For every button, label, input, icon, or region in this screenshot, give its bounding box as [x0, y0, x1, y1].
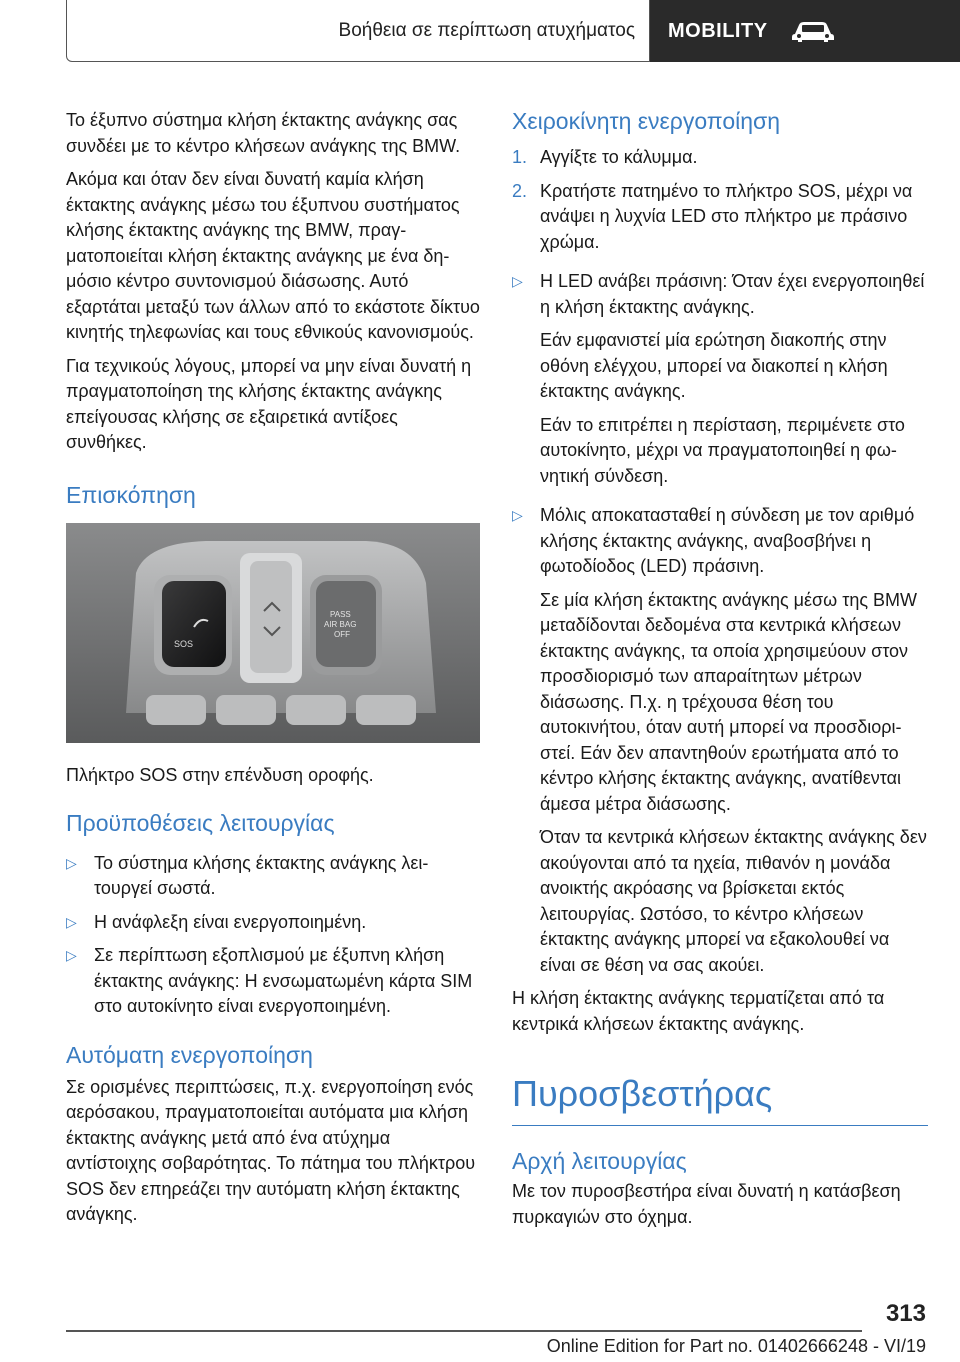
list-item: ▷ Το σύστημα κλήσης έκτακτης ανάγκης λειτουργεί σωστά.	[66, 852, 429, 898]
page-header	[66, 0, 960, 62]
car-icon	[790, 18, 836, 44]
technical-reasons-paragraph: Για τεχνικούς λόγους, μπορεί να μην είναι δυνατή η πραγματοποίηση της κλήσης έκτακτης ανάγκης επείγουσας κλήσης σε εξαιρετικά αντίξοες συνθήκες.	[66, 355, 472, 452]
category-label: MOBILITY	[668, 19, 768, 42]
sos-panel-illustration	[66, 523, 480, 743]
list-item: ▷ Μόλις αποκατασταθεί η σύνδεση με τον αριθμό κλήσης έκτακτης ανάγκης, αναβοσβήνει η φωτοδίοδος (LED) πράσινη. Σε μία κλήση έκτακτης ανάγκης μέσω της BMW μεταδίδονται δεδομένα στα κεντρικά κλήσεων έκτακτης ανάγκης, τα οποία χρησιμεύουν στον προσδιορισμό των απαραίτητων μέτρων διάσωσης. Π.χ. η τρέχουσα θέση του αυτοκινήτου, όταν αυτή μπορεί να προσδιοριστεί. Εάν δεν απαντηθούν ερωτήματα από το κέντρο κλήσης έκτακτης ανάγκης, ανατίθενται άμεσα μέτρα διάσωσης. Όταν τα κεντρικά κλήσεων έκτακτης ανάγκης δεν ακούγονται από τα ηχεία, πιθανόν η μονάδα ανοικτής ακρόασης να βρίσκεται εκτός λειτουργίας. Ωστόσο, το κέντρο κλήσεων έκτακτης ανάγκης μπορεί να εξακολουθεί να είναι σε θέση να σας ακούει.	[512, 505, 927, 975]
principle-text: Με τον πυροσβεστήρα είναι δυνατή η κατάσβεση πυρκαγιών στο όχημα.	[512, 1181, 901, 1227]
overview-heading: Επισκόπηση	[66, 481, 196, 508]
sos-button-figure	[66, 523, 480, 743]
list-item: 2. Κρατήστε πατημένο το πλήκτρο SOS, μέχρι να ανάψει η λυχνία LED στο πλήκτρο με πράσινο χρώμα.	[512, 180, 913, 252]
footer-divider	[66, 1330, 862, 1332]
off-label: OFF	[334, 629, 350, 639]
principle-heading: Αρχή λειτουργίας	[512, 1148, 687, 1174]
list-item: ▷ Σε περίπτωση εξοπλισμού με έξυπνη κλήση έκτακτης ανάγκης: Η ενσωματωμένη κάρτα SIM στο αυτοκίνητο είναι ενεργοποιημένη.	[66, 945, 473, 1016]
bullet-icon: ▷	[66, 913, 77, 930]
intro-paragraph: Το έξυπνο σύστημα κλήση έκτακτης ανάγκης σας συνδέει με το κέντρο κλήσεων ανάγκης της BMW.	[66, 110, 461, 156]
list-item: ▷ Η LED ανάβει πράσινη: Όταν έχει ενεργοποιηθεί η κλήση έκτακτης ανάγκης. Εάν εμφανιστεί μία ερώτηση διακοπής στην οθόνη ελέγχου, μπορεί να διακοπεί η κλήση έκτακτης ανάγκης. Εάν το επιτρέπει η περίσταση, περιμένετε στο αυτοκίνητο, μέχρι να πραγματοποιηθεί η φωνητική σύνδεση.	[512, 271, 925, 486]
figure-caption: Πλήκτρο SOS στην επένδυση οροφής.	[66, 764, 374, 785]
prerequisites-heading: Προϋποθέσεις λειτουργίας	[66, 809, 335, 836]
automatic-activation-heading: Αυτόματη ενεργοποίηση	[66, 1041, 313, 1068]
bullet-icon: ▷	[512, 507, 523, 523]
prerequisites-list	[66, 851, 480, 1020]
category-tab	[650, 0, 960, 62]
left-column	[66, 108, 480, 1236]
manual-steps	[512, 145, 928, 255]
automatic-activation-text: Σε ορισμένες περιπτώσεις, π.χ. ενεργοποίηση ενός αερόσακου, πραγματοποιείται αυτόματα μια κλήση έκτακτης ανάγκης μετά από ένα ατύχημα αντίστοιχης σοβαρότητας. Το πάτημα του πλήκτρου SOS δεν επηρεάζει την αυτόματη κλήση έκτακτης ανάγκης.	[66, 1076, 476, 1224]
manual-activation-heading: Χειροκίνητη ενεργοποίηση	[512, 108, 781, 134]
page-number: 313	[885, 1300, 926, 1327]
bullet-icon: ▷	[512, 273, 523, 289]
pass-label: PASS	[330, 609, 351, 619]
bullet-icon: ▷	[66, 947, 77, 963]
right-column	[512, 108, 928, 1238]
sos-label: SOS	[174, 638, 194, 649]
bullet-icon: ▷	[66, 854, 77, 871]
section-title: Βοήθεια σε περίπτωση ατυχήματος	[66, 0, 650, 62]
list-item: 1. Αγγίξτε το κάλυμμα.	[512, 147, 698, 167]
public-call-paragraph: Ακόμα και όταν δεν είναι δυνατή καμία κλήση έκτακτης ανάγκης μέσω του έξυπνου συστήματος κλήσης έκτακτης ανάγκης της BMW, πραγματοποιείται κλήση έκτακτης ανάγκης με ένα δημόσιο κέντρο συντονισμού διάσωσης. Αυτό εξαρτάται μεταξύ των άλλων από το εκάστοτε δίκτυο κινητής τηλεφωνίας και τους εθνικούς κανονισμούς.	[66, 169, 480, 342]
manual-result-list	[512, 269, 928, 978]
edition-footer: Online Edition for Part no. 01402666248 - VI/19	[546, 1336, 926, 1356]
fire-extinguisher-heading: Πυροσβεστήρας	[512, 1073, 928, 1126]
list-item: ▷ Η ανάφλεξη είναι ενεργοποιημένη.	[66, 910, 480, 936]
call-end-text: Η κλήση έκτακτης ανάγκης τερματίζεται από τα κεντρικά κλήσεων έκτακτης ανάγκης.	[512, 988, 885, 1034]
airbag-label: AIR BAG	[324, 619, 357, 629]
